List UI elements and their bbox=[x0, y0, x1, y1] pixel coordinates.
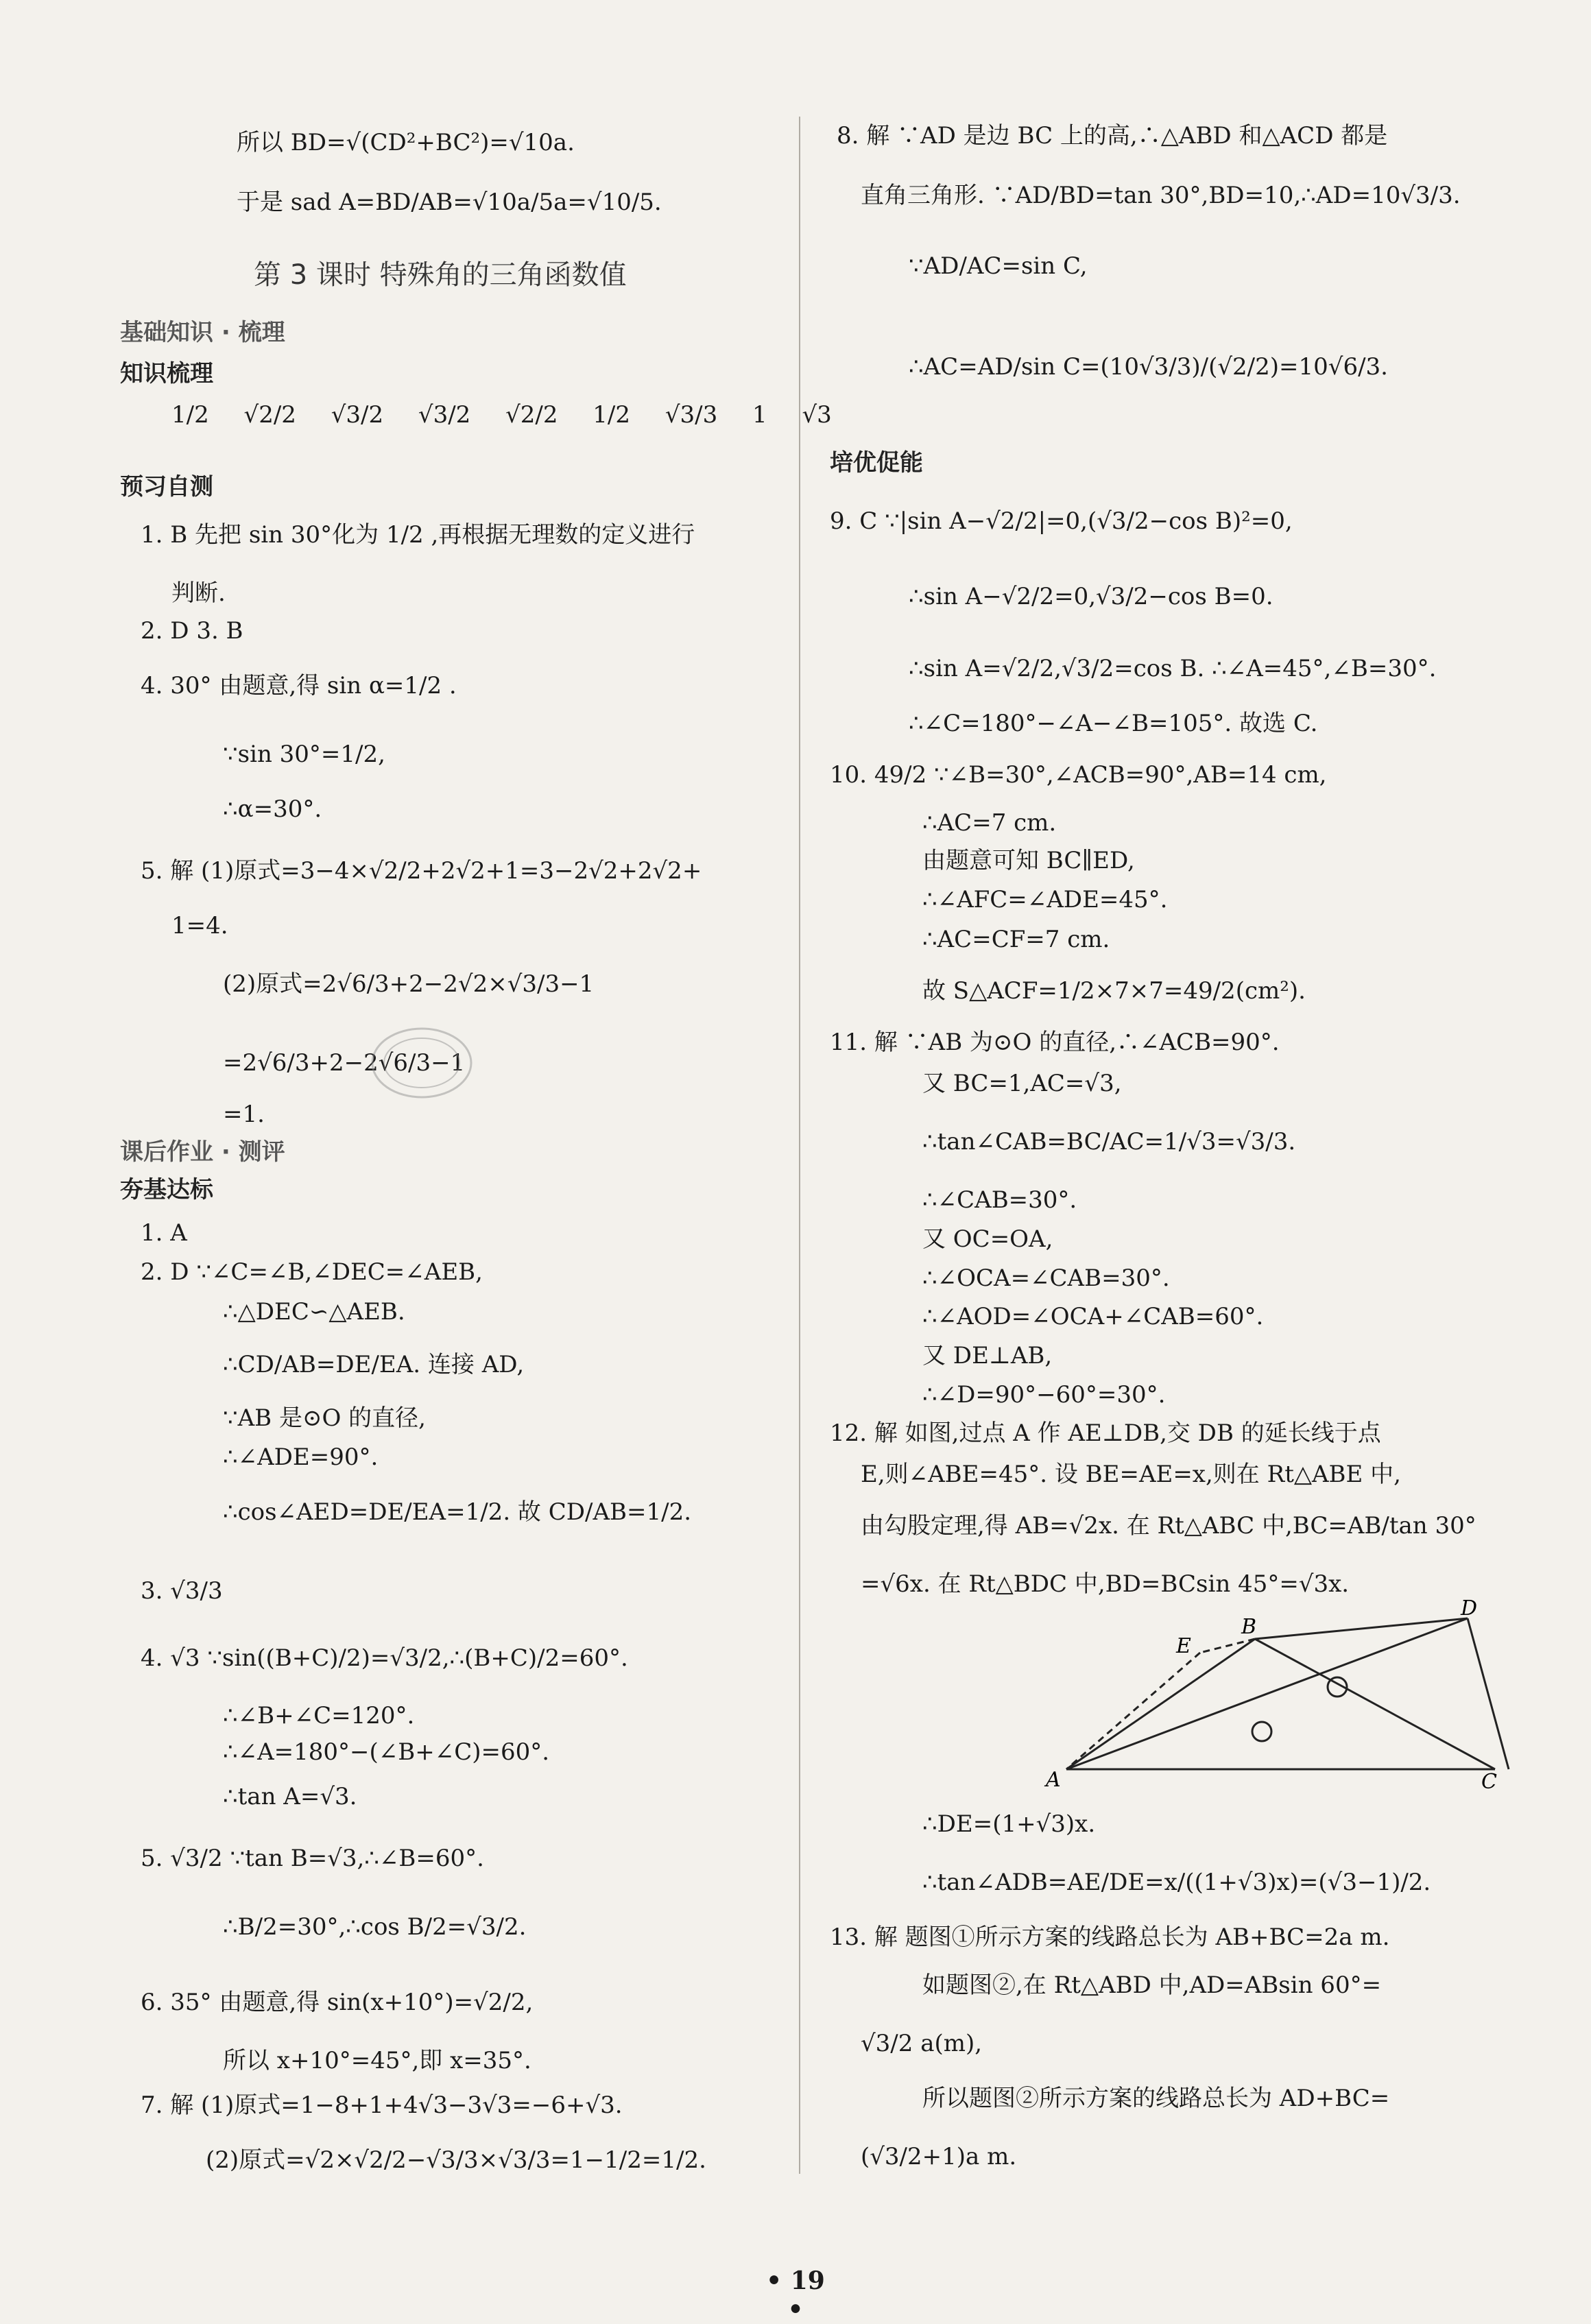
text-line: 于是 sad A=BD/AB=√10a/5a=√10/5. bbox=[237, 189, 662, 216]
text-line: ∴∠CAB=30°. bbox=[922, 1186, 1077, 1214]
text-line: 2. D ∵∠C=∠B,∠DEC=∠AEB, bbox=[141, 1258, 483, 1286]
heading-zhishi-shuli: 知识梳理 bbox=[120, 360, 213, 387]
watermark-stamp bbox=[367, 1022, 477, 1104]
text-line: 1. B 先把 sin 30°化为 1/2 ,再根据无理数的定义进行 bbox=[141, 521, 695, 549]
text-line: E,则∠ABE=45°. 设 BE=AE=x,则在 Rt△ABE 中, bbox=[861, 1461, 1401, 1488]
text-line: 又 BC=1,AC=√3, bbox=[922, 1070, 1122, 1097]
text-line: 由题意可知 BC∥ED, bbox=[922, 847, 1135, 874]
text-line: ∴AC=AD/sin C=(10√3/3)/(√2/2)=10√6/3. bbox=[909, 353, 1388, 381]
text-line: 所以 x+10°=45°,即 x=35°. bbox=[223, 2047, 531, 2074]
text-line: 5. 解 (1)原式=3−4×√2/2+2√2+1=3−2√2+2√2+ bbox=[141, 857, 702, 885]
text-line: ∴CD/AB=DE/EA. 连接 AD, bbox=[223, 1351, 525, 1378]
text-line: =2√6/3+2−2√6/3−1 bbox=[223, 1049, 466, 1077]
text-line: ∴∠A=180°−(∠B+∠C)=60°. bbox=[223, 1738, 550, 1766]
heading-yuxi-zice: 预习自测 bbox=[120, 473, 213, 501]
text-line: ∴∠ADE=90°. bbox=[223, 1443, 379, 1471]
edge-ea-dashed bbox=[1066, 1653, 1200, 1769]
text-line: 又 OC=OA, bbox=[922, 1225, 1053, 1253]
edge-ad bbox=[1066, 1618, 1468, 1769]
text-line: ∴∠C=180°−∠A−∠B=105°. 故选 C. bbox=[909, 710, 1318, 737]
text-line: 直角三角形. ∵AD/BD=tan 30°,BD=10,∴AD=10√3/3. bbox=[861, 182, 1461, 209]
text-line: =√6x. 在 Rt△BDC 中,BD=BCsin 45°=√3x. bbox=[861, 1570, 1350, 1598]
text-line: ∴tan A=√3. bbox=[223, 1783, 357, 1810]
text-line: ∴tan∠CAB=BC/AC=1/√3=√3/3. bbox=[922, 1128, 1296, 1155]
heading-peiyou-cuneng: 培优促能 bbox=[830, 449, 923, 477]
edge-bd bbox=[1255, 1618, 1468, 1639]
text-line: 7. 解 (1)原式=1−8+1+4√3−3√3=−6+√3. bbox=[141, 2092, 623, 2119]
label-d: D bbox=[1461, 1596, 1478, 1620]
label-c: C bbox=[1481, 1770, 1497, 1794]
text-line: ∴∠B+∠C=120°. bbox=[223, 1702, 415, 1729]
text-line: ∵AB 是⊙O 的直径, bbox=[223, 1404, 426, 1432]
text-line: 所以题图②所示方案的线路总长为 AD+BC= bbox=[922, 2085, 1390, 2112]
text-line: 又 DE⊥AB, bbox=[922, 1342, 1053, 1369]
text-line: 如题图②,在 Rt△ABD 中,AD=ABsin 60°= bbox=[922, 1972, 1382, 1999]
edge-dc bbox=[1468, 1618, 1509, 1769]
text-line: 4. √3 ∵sin((B+C)/2)=√3/2,∴(B+C)/2=60°. bbox=[141, 1644, 628, 1672]
text-line: 1=4. bbox=[171, 912, 228, 939]
text-line: 4. 30° 由题意,得 sin α=1/2 . bbox=[141, 672, 457, 699]
text-line: 故 S△ACF=1/2×7×7=49/2(cm²). bbox=[922, 977, 1306, 1005]
page-number: • 19 • bbox=[766, 2266, 825, 2324]
text-line: 2. D 3. B bbox=[141, 617, 243, 645]
text-line: 3. √3/3 bbox=[141, 1577, 223, 1605]
text-line: ∴sin A−√2/2=0,√3/2−cos B=0. bbox=[909, 583, 1273, 610]
text-line: ∴sin A=√2/2,√3/2=cos B. ∴∠A=45°,∠B=30°. bbox=[909, 655, 1437, 682]
heading-kehou-zuoye: 课后作业 · 测评 bbox=[120, 1138, 285, 1166]
text-line: ∴AC=7 cm. bbox=[922, 809, 1057, 837]
text-line: 8. 解 ∵AD 是边 BC 上的高,∴△ABD 和△ACD 都是 bbox=[837, 122, 1388, 149]
section-title: 第 3 课时 特殊角的三角函数值 bbox=[254, 259, 627, 291]
text-line: 5. √3/2 ∵tan B=√3,∴∠B=60°. bbox=[141, 1845, 484, 1872]
text-line: ∴DE=(1+√3)x. bbox=[922, 1810, 1096, 1838]
label-b: B bbox=[1241, 1615, 1257, 1639]
knowledge-values: 1/2 √2/2 √3/2 √3/2 √2/2 1/2 √3/3 1 √3 bbox=[171, 401, 832, 429]
text-line: 判断. bbox=[171, 579, 226, 607]
text-line: ∵sin 30°=1/2, bbox=[223, 741, 385, 768]
text-line: 由勾股定理,得 AB=√2x. 在 Rt△ABC 中,BC=AB/tan 30° bbox=[861, 1512, 1476, 1540]
text-line: ∴cos∠AED=DE/EA=1/2. 故 CD/AB=1/2. bbox=[223, 1498, 692, 1526]
text-line: ∴∠AOD=∠OCA+∠CAB=60°. bbox=[922, 1303, 1264, 1330]
text-line: ∴∠D=90°−60°=30°. bbox=[922, 1381, 1166, 1409]
text-line: 所以 BD=√(CD²+BC²)=√10a. bbox=[237, 129, 575, 156]
text-line: ∵AD/AC=sin C, bbox=[909, 252, 1088, 280]
text-line: (√3/2+1)a m. bbox=[861, 2143, 1017, 2170]
text-line: 6. 35° 由题意,得 sin(x+10°)=√2/2, bbox=[141, 1989, 534, 2016]
text-line: ∴B/2=30°,∴cos B/2=√3/2. bbox=[223, 1913, 527, 1941]
edge-ab bbox=[1066, 1639, 1255, 1769]
text-line: (2)原式=2√6/3+2−2√2×√3/3−1 bbox=[223, 970, 595, 998]
text-line: ∴α=30°. bbox=[223, 795, 322, 823]
circle-mark-1 bbox=[1252, 1722, 1271, 1741]
heading-jichu-zhishi: 基础知识 · 梳理 bbox=[120, 319, 285, 346]
text-line: ∴∠OCA=∠CAB=30°. bbox=[922, 1265, 1170, 1292]
text-line: ∴AC=CF=7 cm. bbox=[922, 926, 1110, 953]
text-line: 13. 解 题图①所示方案的线路总长为 AB+BC=2a m. bbox=[830, 1924, 1390, 1951]
text-line: 10. 49/2 ∵∠B=30°,∠ACB=90°,AB=14 cm, bbox=[830, 761, 1327, 789]
text-line: 1. A bbox=[141, 1219, 187, 1247]
text-line: 11. 解 ∵AB 为⊙O 的直径,∴∠ACB=90°. bbox=[830, 1029, 1280, 1056]
heading-duoji-dabiao: 夯基达标 bbox=[120, 1176, 213, 1203]
text-line: 9. C ∵|sin A−√2/2|=0,(√3/2−cos B)²=0, bbox=[830, 507, 1293, 535]
text-line: =1. bbox=[223, 1101, 265, 1128]
text-line: 12. 解 如图,过点 A 作 AE⊥DB,交 DB 的延长线于点 bbox=[830, 1419, 1381, 1447]
text-line: ∴tan∠ADB=AE/DE=x/((1+√3)x)=(√3−1)/2. bbox=[922, 1869, 1431, 1896]
text-line: ∴△DEC∽△AEB. bbox=[223, 1298, 405, 1326]
label-e: E bbox=[1176, 1634, 1191, 1658]
text-line: √3/2 a(m), bbox=[861, 2030, 983, 2057]
label-a: A bbox=[1046, 1768, 1061, 1792]
geometry-diagram bbox=[1015, 1596, 1497, 1794]
edge-bc bbox=[1255, 1639, 1495, 1769]
text-line: ∴∠AFC=∠ADE=45°. bbox=[922, 886, 1168, 913]
text-line: (2)原式=√2×√2/2−√3/3×√3/3=1−1/2=1/2. bbox=[206, 2146, 706, 2174]
